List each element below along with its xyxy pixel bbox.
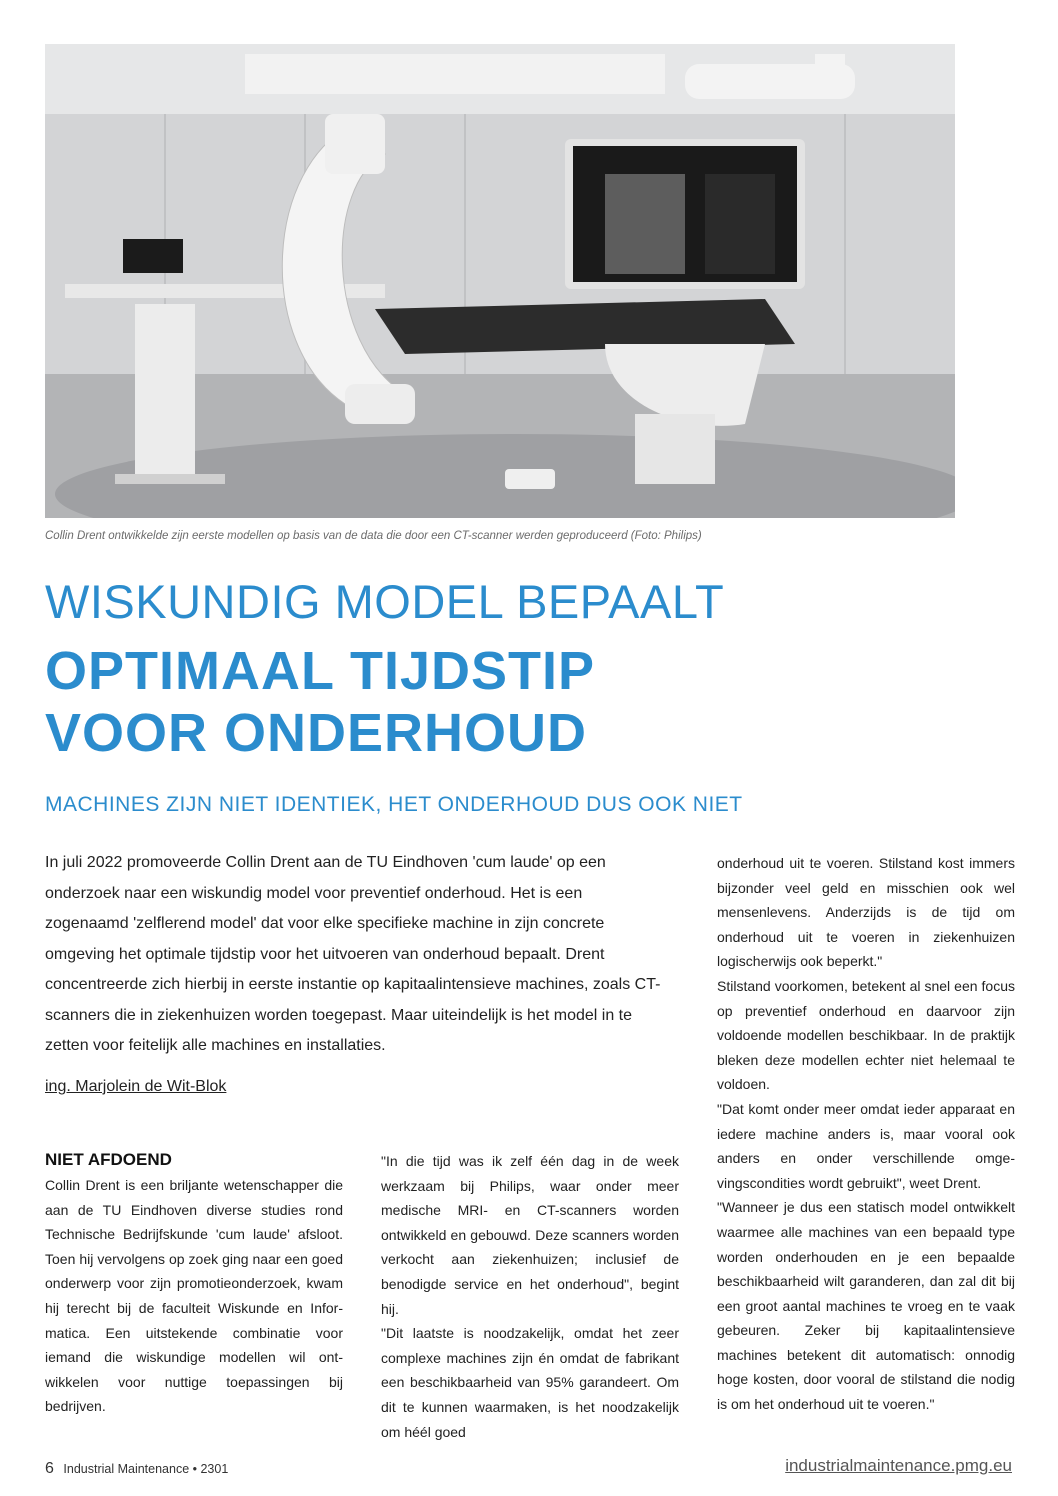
section-heading: NIET AFDOEND [45,1150,172,1169]
photo-caption: Collin Drent ontwikkelde zijn eerste modellen op basis van de data die door een CT-scanner werden geproduceerd (Foto: Philips) [45,530,702,542]
article-title [45,575,945,768]
body-paragraph: "Dat komt onder meer omdat ieder apparaat en iedere machine anders is, maar vooral ook anders en onder verschillende omgevingscondities wordt gebruikt", weet Drent. [717,1100,1015,1191]
body-paragraph: Collin Drent is een briljante wetenschapper die aan de TU Eindhoven diverse studies rond Technische Bedrijfskunde 'cum laude' afsloot. Toen hij vervolgens op zoek ging naar een goed onderwerp voor zijn promotieonderzoek, kwam hij terecht bij de faculteit Wiskunde en Informatica. Een uitstekende combinatie voor iemand die wiskundige modellen wil ontwikkelen voor nuttige toepassingen bij bedrijven. [45,1177,343,1415]
page-footer [45,1460,228,1478]
body-column-2 [381,1149,679,1444]
body-column-1 [45,1147,343,1419]
medical-imaging-room-photo [45,44,955,518]
lead-paragraph: In juli 2022 promoveerde Collin Drent aan de TU Eindhoven 'cum laude' op een onderzoek naar een wiskundig model voor preventief onderhoud. Het is een zogenaamd 'zelflerend model' dat voor elke specifieke machine in zijn concrete omgeving het optimale tijdstip voor het uitvoeren van onderhoud bepaalt. Drent concentreerde zich hierbij in eerste instantie op kapitaalintensieve machines, zoals CT-scanners die in ziekenhuizen worden toegepast. Maar uiteindelijk is het model in te zetten voor feitelijk alle machines en installaties. [45,854,661,1054]
title-line-1: WISKUNDIG MODEL BEPAALT [45,575,725,628]
title-line-2: OPTIMAAL TIJDSTIP [45,641,596,701]
body-paragraph: Stilstand voorkomen, betekent al snel een focus op preventief onderhoud en daarvoor zijn voldoende modellen beschikbaar. In de praktijk bleken deze modellen echter niet helemaal te voldoen. [717,977,1015,1093]
body-column-3 [717,851,1015,1417]
author-byline: ing. Marjolein de Wit-Blok [45,1078,227,1095]
article-photo [45,44,955,518]
magazine-issue: Industrial Maintenance • 2301 [63,1462,229,1476]
body-paragraph: onderhoud uit te voeren. Stilstand kost immers bijzonder veel geld en misschien ook wel mensenlevens. Anderzijds is de tijd om onderhoud uit te voeren in ziekenhuizen logischerwijs ook beperkt." [717,855,1015,970]
body-paragraph: "Dit laatste is noodzakelijk, omdat het zeer complexe machines zijn én omdat de fabrikant een beschikbaarheid van 95% garandeert. Om dit te kunnen waarmaken, is het noodzakelijk om héél goed [381,1325,679,1440]
title-line-3: VOOR ONDERHOUD [45,703,588,763]
page-number: 6 [45,1460,54,1477]
article-subtitle: MACHINES ZIJN NIET IDENTIEK, HET ONDERHOUD DUS OOK NIET [45,793,743,816]
body-paragraph: "In die tijd was ik zelf één dag in de week werkzaam bij Philips, waar onder meer medische MRI- en CT-scanners worden ontwikkeld en gebouwd. Deze scanners worden verkocht aan ziekenhuizen; inclusief de benodigde service en het onderhoud", begint hij. [381,1153,679,1317]
body-paragraph: "Wanneer je dus een statisch model ontwikkelt waarmee alle machines van een bepaald type worden onderhouden en je een bepaalde beschikbaarheid wilt garanderen, dan zal dit bij een groot aantal machines te vroeg en te vaak gebeuren. Zeker bij kapitaalintensieve machines betekent dit automatisch: onnodig hoge kosten, door vooral de stilstand die nodig is om het onderhoud uit te voeren." [717,1199,1015,1413]
website-link[interactable]: industrialmaintenance.pmg.eu [785,1456,1012,1475]
